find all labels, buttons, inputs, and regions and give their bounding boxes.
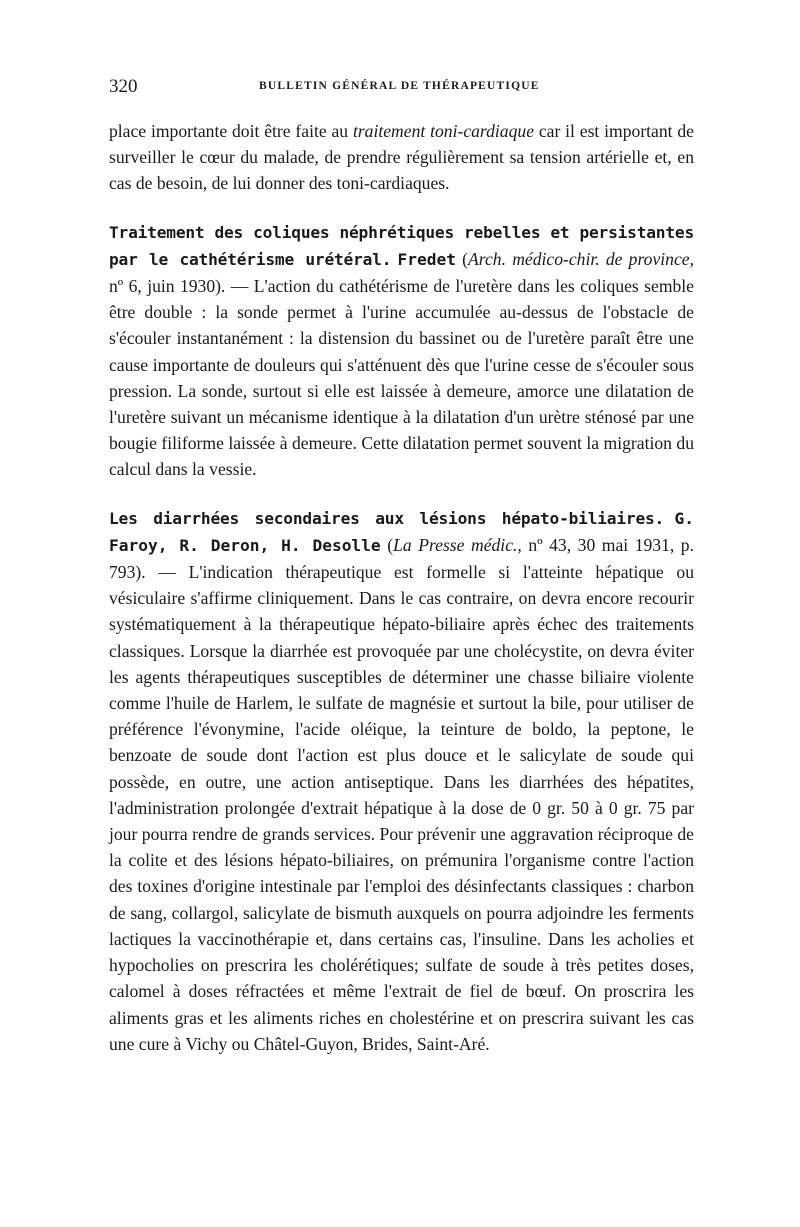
article-2-citation-open: (	[380, 534, 394, 555]
intro-italic: traitement toni-cardiaque	[352, 121, 535, 141]
article-1-title: Traitement des coliques néphrétiques rebelles et persistantes par le cathétérisme urétéral.	[109, 222, 694, 269]
document-page	[109, 76, 694, 1057]
article-2-body: — L'indication thérapeutique est formelle si l'atteinte hépatique ou vésiculaire s'affirme cliniquement. Dans le cas contraire, on devra encore recourir systématiquement à la thérapeutique hépato-biliaire après échec des traitements classiques. Lorsque la diarrhée est provoquée par une cholécystite, on devra éviter les agents thérapeutiques susceptibles de déterminer une chasse biliaire violente comme l'huile de Harlem, le sulfate de magnésie et surtout la bile, pour utiliser de préférence l'évonymine, l'acide oléique, la teinture de boldo, la peptone, le benzoate de soude dont l'action est plus douce et le salicylate de soude qui possède, en outre, une action antiseptique. Dans les diarrhées des hépatites, l'administration prolongée d'extrait hépatique à la dose de 0 gr. 50 à 0 gr. 75 par jour pourra rendre de grands services. Pour prévenir une aggravation réciproque de la colite et des lésions hépato-biliaires, on prémunira l'organisme contre l'action des toxines d'origine intestinale par l'emploi des désinfectants classiques : charbon de sang, collargol, salicylate de bismuth auxquels on pourra adjoindre les ferments lactiques la vaccinothérapie et, dans certains cas, l'insuline. Dans les acholies et hypocholies on prescrira les cholérétiques; sulfate de soude à très petites doses, calomel à doses réfractées et même l'extrait de fiel de bœuf. On proscrira les aliments gras et les aliments riches en cholestérine et on prescrira suivant les cas une cure à Vichy ou Châtel-Guyon, Brides, Saint-Aré.	[109, 562, 694, 1054]
article-2-authors: G. Faroy, R. Deron, H. Desolle	[109, 508, 695, 555]
running-head: BULLETIN GÉNÉRAL DE THÉRAPEUTIQUE	[259, 80, 540, 92]
article-1-citation-rest: , nº 6, juin 1930).	[109, 248, 694, 297]
intro-text-after: car il est important de surveiller le cœur du malade, de prendre régulièrement sa tension artérielle et, en cas de besoin, de lui donner des toni-cardiaques.	[109, 121, 694, 194]
article-2-journal: La Presse médic.	[393, 534, 518, 555]
intro-text-before: place importante doit être faite au	[109, 121, 353, 141]
article-2	[109, 505, 694, 1057]
article-1-citation-open: (	[455, 248, 469, 269]
intro-paragraph	[109, 118, 694, 197]
page-header	[109, 76, 694, 102]
article-1	[109, 219, 694, 483]
article-1-paragraph	[109, 219, 694, 483]
article-2-title: Les diarrhées secondaires aux lésions hépato-biliaires.	[109, 508, 665, 528]
article-1-journal: Arch. médico-chir. de province	[468, 248, 690, 269]
article-2-citation-rest: , nº 43, 30 mai 1931, p. 793).	[109, 534, 695, 583]
article-1-authors: Fredet	[397, 249, 456, 269]
article-1-body: — L'action du cathétérisme de l'uretère dans les coliques semble être double : la sonde permet à l'urine accumulée au-dessus de l'obstacle de s'écouler instantanément : la distension du bassinet ou de l'uretère paraît être une cause importante de douleurs qui s'atténuent dès que l'urine cesse de s'écouler sous pression. La sonde, surtout si elle est laissée à demeure, amorce une dilatation de l'uretère suivant un mécanisme identique à la dilatation d'un urètre sténosé par une bougie filiforme laissée à demeure. Cette dilatation permet souvent la migration du calcul dans la vessie.	[109, 276, 694, 480]
page-number: 320	[109, 76, 138, 97]
article-2-paragraph	[109, 505, 694, 1057]
